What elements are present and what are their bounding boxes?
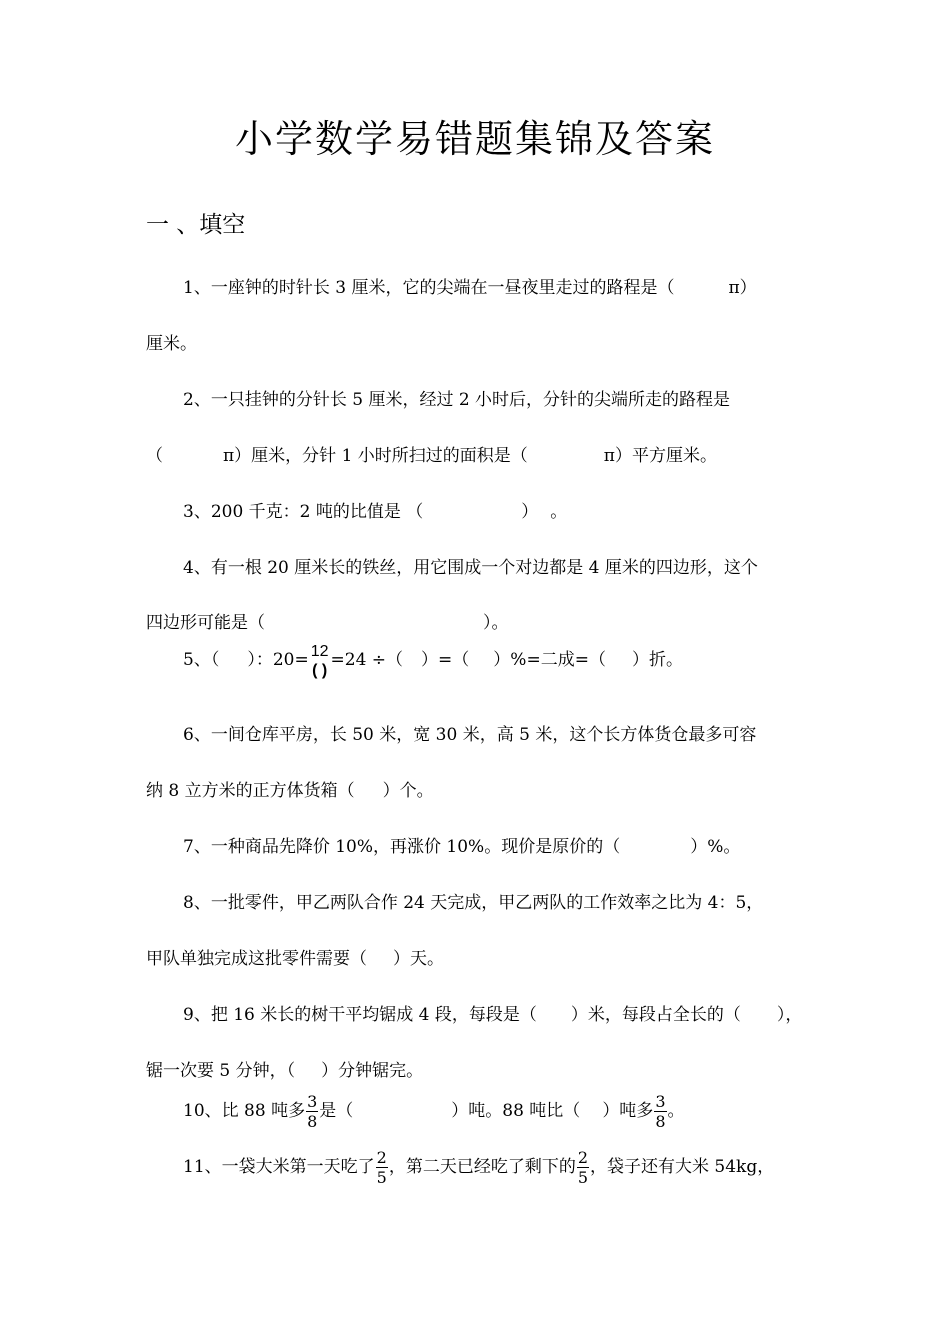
question-5: 5、（ ）：20= 12 ( ) =24 ÷（ ）=（ ）%=二成=（ ）折。 [183, 642, 683, 679]
question-6-line-2: 纳 8 立方米的正方体货箱（ ）个。 [146, 781, 434, 801]
question-1-pi: π） [728, 278, 757, 298]
question-1-line-1 [183, 278, 757, 298]
question-2-line-1: 2、一只挂钟的分针长 5 厘米，经过 2 小时后，分针的尖端所走的路程是 [183, 390, 731, 410]
fraction-2-over-5: $\frac{2}{5}$ [376, 1148, 387, 1187]
question-9-line-1: 9、把 16 米长的树干平均锯成 4 段，每段是（ ）米，每段占全长的（ ）， [183, 1005, 803, 1025]
question-9-line-2: 锯一次要 5 分钟，（ ）分钟锯完。 [146, 1061, 424, 1081]
fraction-12-over-blank: 12 ( ) [310, 642, 329, 679]
question-6-line-1: 6、一间仓库平房，长 50 米，宽 30 米，高 5 米，这个长方体货仓最多可容 [183, 725, 757, 745]
question-10: 10、比 88 吨多 $\frac{3}{8}$ 是（ ）吨。88 吨比（ ）吨多 $\frac{3}{8}$ 。 [183, 1092, 685, 1131]
question-2-line-2: （ π）厘米，分针 1 小时所扫过的面积是（ π）平方厘米。 [146, 446, 717, 466]
fraction-3-over-8: $\frac{3}{8}$ [307, 1092, 318, 1131]
question-1-line-2: 厘米。 [146, 334, 197, 354]
question-4-line-1: 4、有一根 20 厘米长的铁丝，用它围成一个对边都是 4 厘米的四边形，这个 [183, 558, 758, 578]
question-7: 7、一种商品先降价 10%，再涨价 10%。现价是原价的（ ）%。 [183, 837, 741, 857]
question-3: 3、200 千克：2 吨的比值是 （ ） 。 [183, 502, 568, 522]
question-11: 11、一袋大米第一天吃了 $\frac{2}{5}$ ，第二天已经吃了剩下的 $\frac{2}{5}$ ，袋子还有大米 54kg， [183, 1148, 775, 1187]
fraction-2-over-5-second: $\frac{2}{5}$ [577, 1148, 589, 1187]
question-4-line-2: 四边形可能是（ ）。 [146, 613, 509, 633]
fraction-3-over-8-second: $\frac{3}{8}$ [655, 1092, 666, 1131]
section-heading: 一 、填空 [146, 212, 246, 238]
page-title: 小学数学易错题集锦及答案 [234, 117, 715, 161]
question-1-text: 1、一座钟的时针长 3 厘米，它的尖端在一昼夜里走过的路程是（ [183, 278, 675, 298]
question-8-line-1: 8、一批零件，甲乙两队合作 24 天完成，甲乙两队的工作效率之比为 4：5， [183, 893, 764, 913]
question-8-line-2: 甲队单独完成这批零件需要（ ）天。 [146, 949, 444, 969]
